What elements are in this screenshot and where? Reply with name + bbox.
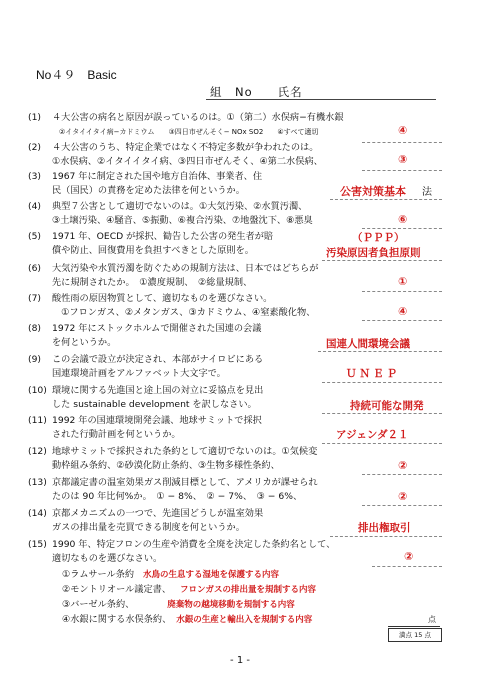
question-11-line-1: 1992 年の国連環境開発会議、地球サミットで採択	[52, 415, 262, 426]
answer-6: ①	[398, 275, 408, 288]
answer-line-3	[330, 199, 442, 200]
question-8-line-2: を何というか。	[52, 337, 117, 348]
answer-line-12	[362, 474, 442, 475]
question-14-line-2: ガスの排出量を売買できる制度を何というか。	[52, 522, 245, 533]
q15-option-1: ①ラムサール条約 水鳥の生息する湿地を保護する内容	[62, 569, 280, 580]
question-9-line-1: この会議で設立が決定され、本部がナイロビにある	[52, 354, 264, 365]
worksheet-number: No４９ Basic	[36, 68, 117, 82]
question-10-line-1: 環境に関する先進国と途上国の対立に妥協点を見出	[52, 385, 264, 396]
worksheet-page: No４９ Basic 組 No 氏名 (1) ４大公害の病名と原因が誤っているのは。①（第二）水俣病−有機水銀 ②イタイイタイ病−カドミウム ③四日市ぜんそく− NOx SO2 ④すべて適切 ④ (2) ４大公害のうち、特定企業ではなく不特定多数が争われたのは。 ①水俣病、②イタイイタイ病、③四日市ぜんそく、④第二水俣病、 ③ (3) 1967 年に制定された国や地方自治体、事業者、住 民（国民）の責務を定めた法律を何というか。 公害対策基本 法 (4) 典型７公害として適切でないのは。①大気汚染、②水質汚濁、 ③土壌汚染、④騒音、⑤振動、⑥複合汚染、⑦地盤沈下、⑧悪臭 ⑥ (5) 1971 年、OECD が採択、勧告した公害の発生者が賠 償や防止、回復費用を負担すべきとした原則を。 （ＰＰＰ） 汚染原因者負担原則 (6) 大気汚染や水質汚濁を防ぐための規制方法は、日本ではどちらが 先に規制されたか。 ①濃度規制、 ②総量規制、 ① (7) 酸性雨の原因物質として、適切なものを選びなさい。 ①フロンガス、②メタンガス、③カドミウム、④窒素酸化物、 ④ (8) 1972 年にストックホルムで開催された国連の会議 を何というか。 国連人間環境会議 (9) この会議で設立が決定され、本部がナイロビにある 国連環境計画をアルファベット大文字で。 ＵＮＥＰ (10) 環境に関する先進国と途上国の対立に妥協点を見出 した sustainable development を訳しなさい。 持続可能な開発 (11) 1992 年の国連環境開発会議、地球サミットで採択 された行動計画を何というか。 アジェンダ２１ (12) 地球サミットで採択された条約として適切でないのは。①気候変 動枠組み条約、②砂漠化防止条約、③生物多様性条約、 ② (13) 京都議定書の温室効果ガス削減目標として、アメリカが課せられ たのは 90 年比何%か。 ① − 8%、 ② − 7%、 ③ − 6%、 ② (14) 京都メカニズムの一つで、先進国どうしが温室効果 ガスの排出量を売買できる制度を何というか。 排出権取引 (15) 1990 年、特定フロンの生産や消費を全廃を決定した条約名として、 適切なものを選びなさい。 ② ①ラムサール条約 水鳥の生息する湿地を保護する内容 ②モントリオール議定書、 フロンガスの排出量を規制する内容 ③バーゼル条約、 廃棄物の越境移動を規制する内容 ④水銀に関する水俣条約、 水銀の生産と輸出入を規制する内容 点 満点 15 点 - 1 -	[0, 0, 480, 682]
question-13-line-1: 京都議定書の温室効果ガス削減目標として、アメリカが課せられ	[52, 477, 318, 488]
question-2-line-1: ４大公害のうち、特定企業ではなく不特定多数が争われたのは。	[52, 142, 319, 153]
question-3-line-1: 1967 年に制定された国や地方自治体、事業者、住	[52, 171, 263, 182]
answer-3: 公害対策基本	[340, 185, 406, 198]
question-5-line-2: 償や防止、回復費用を負担すべきとした原則を。	[52, 245, 254, 256]
answer-line-4	[362, 228, 442, 229]
question-13-line-2: たのは 90 年比何%か。 ① − 8%、 ② − 7%、 ③ − 6%、	[52, 491, 303, 502]
question-6-line-2: 先に規制されたか。 ①濃度規制、 ②総量規制、	[52, 277, 253, 288]
question-3-line-2: 民（国民）の責務を定めた法律を何というか。	[52, 185, 245, 196]
answer-12: ②	[398, 459, 408, 472]
q15-option-4-note: 水銀の生産と輸出入を規制する内容	[176, 615, 313, 625]
answer-line-14	[330, 536, 442, 537]
question-7-line-2: ①フロンガス、②メタンガス、③カドミウム、④窒素酸化物、	[52, 307, 316, 318]
answer-8: 国連人間環境会議	[326, 338, 410, 350]
answer-line-2	[362, 170, 442, 171]
name-underline	[206, 99, 436, 100]
answer-line-5	[322, 260, 442, 261]
answer-line-6	[362, 291, 442, 292]
score-point-label: 点	[428, 615, 436, 624]
score-full-label: 満点 15 点	[388, 628, 442, 642]
answer-15: ②	[404, 550, 414, 563]
question-10-line-2: した sustainable development を訳しなさい。	[52, 399, 257, 410]
answer-1: ④	[398, 124, 408, 137]
answer-10: 持続可能な開発	[350, 400, 424, 412]
question-12-line-1: 地球サミットで採択された条約として適切でないのは。①気候変	[52, 446, 318, 457]
answer-9: ＵＮＥＰ	[346, 368, 400, 380]
question-2-line-2: ①水俣病、②イタイイタイ病、③四日市ぜんそく、④第二水俣病、	[52, 156, 323, 167]
page-number: - 1 -	[230, 655, 250, 666]
q15-option-2-note: フロンガスの排出量を規制する内容	[179, 585, 316, 595]
answer-line-9	[322, 382, 442, 383]
q15-option-3: ③バーゼル条約、 廃棄物の越境移動を規制する内容	[62, 599, 295, 610]
answer-line-11	[322, 443, 442, 444]
answer-3-suffix: 法	[422, 187, 432, 198]
answer-line-7	[362, 320, 442, 321]
question-1-line-2: ②イタイイタイ病−カドミウム ③四日市ぜんそく− NOx SO2 ④すべて適切	[52, 128, 319, 136]
answer-11: アジェンダ２１	[336, 429, 409, 441]
answer-line-13	[362, 505, 442, 506]
answer-5-abbrev: （ＰＰＰ）	[352, 232, 405, 244]
question-11-line-2: された行動計画を何というか。	[52, 429, 181, 440]
answer-line-8	[318, 351, 442, 352]
question-8-line-1: 1972 年にストックホルムで開催された国連の会議	[52, 323, 262, 334]
name-field-label: 組 No 氏名	[210, 85, 303, 99]
answer-line-10	[322, 413, 442, 414]
question-4-line-1: 典型７公害として適切でないのは。①大気汚染、②水質汚濁、	[52, 201, 308, 212]
question-1-line-1: ４大公害の病名と原因が誤っているのは。①（第二）水俣病−有機水銀	[52, 112, 344, 123]
question-6-line-1: 大気汚染や水質汚濁を防ぐための規制方法は、日本ではどちらが	[52, 263, 319, 274]
answer-line-15	[372, 566, 442, 567]
question-12-line-2: 動枠組み条約、②砂漠化防止条約、③生物多様性条約、	[52, 460, 280, 471]
answer-13: ②	[398, 490, 408, 503]
q15-option-4: ④水銀に関する水俣条約、 水銀の生産と輸出入を規制する内容	[62, 614, 313, 625]
question-5-line-1: 1971 年、OECD が採択、勧告した公害の発生者が賠	[52, 231, 274, 242]
answer-7: ④	[398, 305, 408, 318]
question-14-line-1: 京都メカニズムの一つで、先進国どうしが温室効果	[52, 508, 264, 519]
question-7-line-1: 酸性雨の原因物質として、適切なものを選びなさい。	[52, 293, 273, 304]
question-9-line-2: 国連環境計画をアルファベット大文字で。	[52, 368, 226, 379]
q15-option-3-note: 廃棄物の越境移動を規制する内容	[167, 600, 295, 610]
score-box	[388, 612, 440, 642]
answer-5: 汚染原因者負担原則	[326, 247, 421, 259]
answer-2: ③	[398, 153, 408, 166]
q15-option-1-note: 水鳥の生息する湿地を保護する内容	[143, 570, 280, 580]
question-15-line-2: 適切なものを選びなさい。	[52, 553, 163, 564]
answer-14: 排出権取引	[358, 522, 411, 534]
question-15-line-1: 1990 年、特定フロンの生産や消費を全廃を決定した条約名として、	[52, 539, 336, 550]
question-4-line-2: ③土壌汚染、④騒音、⑤振動、⑥複合汚染、⑦地盤沈下、⑧悪臭	[52, 215, 313, 226]
answer-4: ⑥	[398, 213, 408, 226]
q15-option-2: ②モントリオール議定書、 フロンガスの排出量を規制する内容	[62, 584, 316, 595]
answer-line-1	[362, 142, 442, 143]
